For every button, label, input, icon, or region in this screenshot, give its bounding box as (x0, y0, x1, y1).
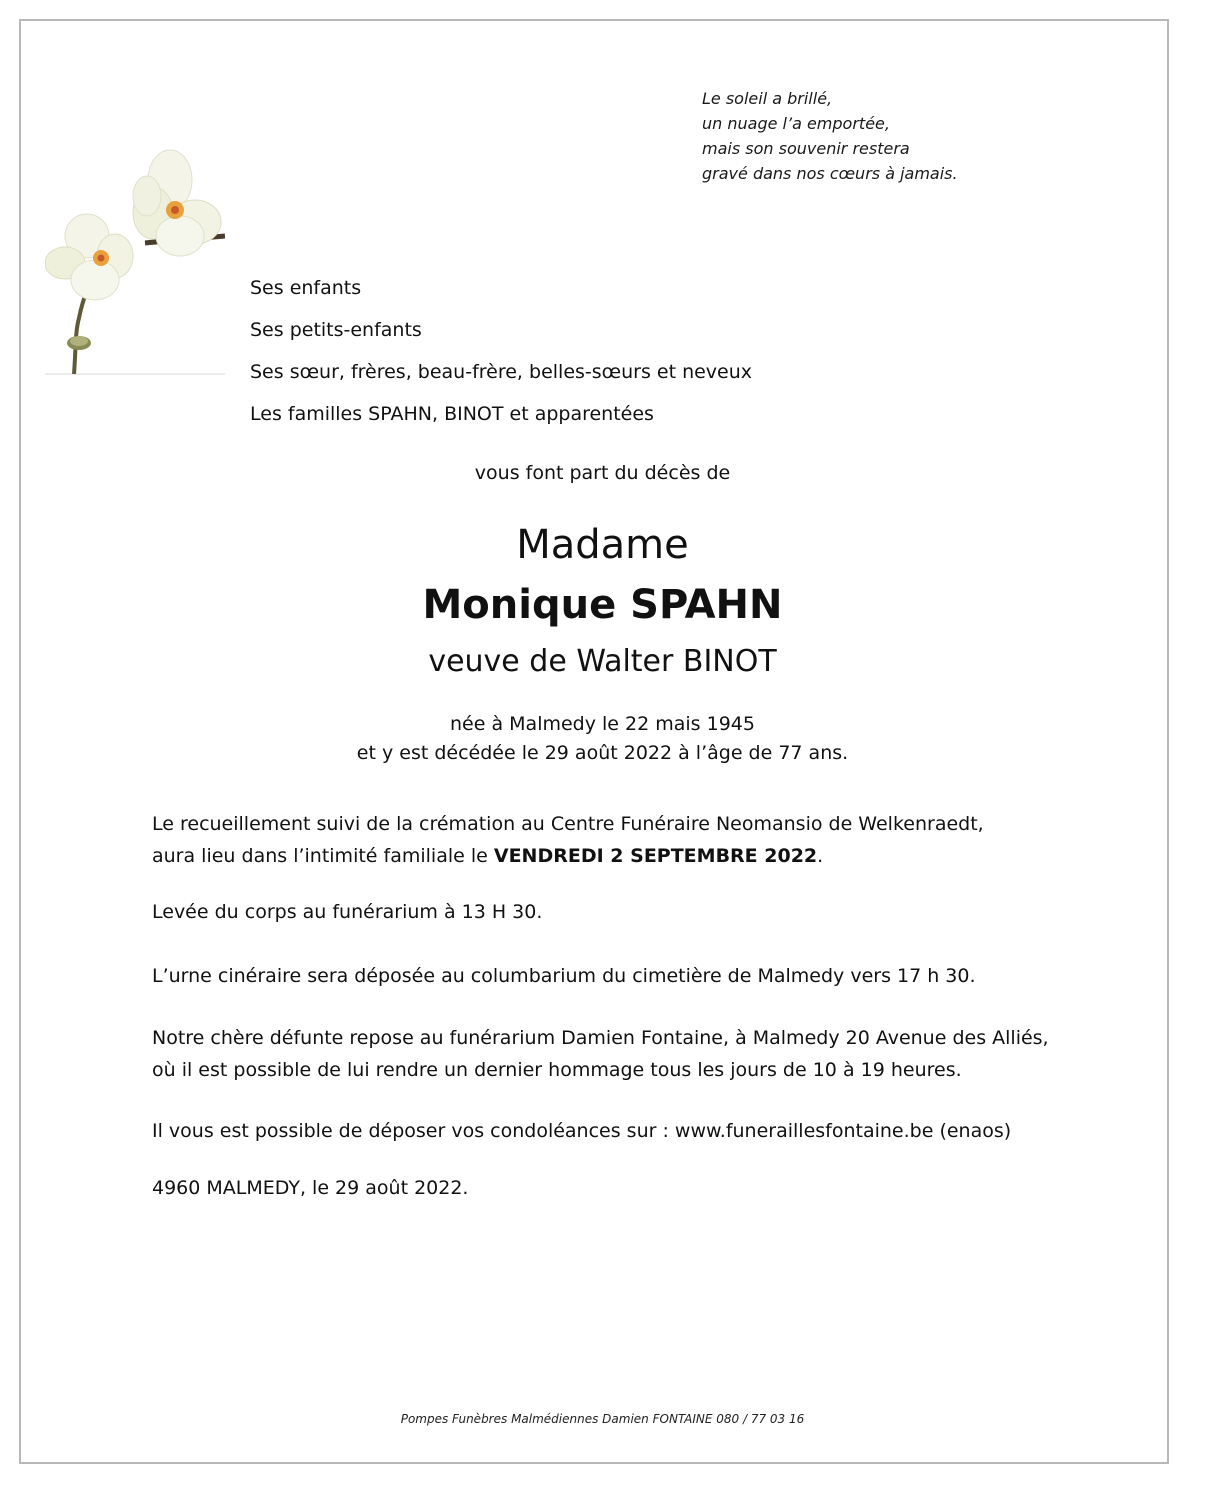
family-line-children: Ses enfants (250, 277, 362, 299)
birth-line: née à Malmedy le 22 mais 1945 (450, 713, 755, 735)
orchid-flower-upper (133, 150, 221, 256)
ceremony-line-2 (152, 840, 984, 872)
death-line: et y est décédée le 29 août 2022 à l’âge de 77 ans. (356, 742, 849, 764)
levee-paragraph: Levée du corps au funérarium à 13 H 30. (152, 901, 543, 923)
poem-line-2: un nuage l’a emportée, (702, 114, 890, 133)
poem (702, 86, 958, 186)
deceased-widow-of: veuve de Walter BINOT (428, 644, 777, 679)
rest-line-2: où il est possible de lui rendre un dernier hommage tous les jours de 10 à 19 heures. (152, 1059, 962, 1081)
family-line-siblings: Ses sœur, frères, beau-frère, belles-sœurs et neveux (250, 361, 753, 383)
family-line-grandchildren: Ses petits-enfants (250, 319, 422, 341)
place-date: 4960 MALMEDY, le 29 août 2022. (152, 1177, 469, 1199)
footer-funeral-home: Pompes Funèbres Malmédiennes Damien FONTAINE 080 / 77 03 16 (400, 1412, 805, 1426)
poem-line-3: mais son souvenir restera (702, 139, 910, 158)
rest-line-1: Notre chère défunte repose au funérarium Damien Fontaine, à Malmedy 20 Avenue des Alliés, (152, 1027, 1049, 1049)
ceremony-paragraph (152, 808, 984, 872)
ceremony-line-2-suffix: . (817, 845, 824, 867)
condolences-paragraph: Il vous est possible de déposer vos condoléances sur : www.funeraillesfontaine.be (enaos) (152, 1120, 1012, 1142)
poem-line-4: gravé dans nos cœurs à jamais. (702, 164, 958, 183)
deceased-name: Monique SPAHN (422, 582, 783, 628)
ceremony-line-2-prefix: aura lieu dans l’intimité familiale le (152, 845, 494, 867)
life-dates (0, 710, 1205, 768)
rest-paragraph (152, 1022, 1049, 1086)
poem-line-1: Le soleil a brillé, (702, 89, 833, 108)
urn-paragraph: L’urne cinéraire sera déposée au columbarium du cimetière de Malmedy vers 17 h 30. (152, 965, 976, 987)
ceremony-date: VENDREDI 2 SEPTEMBRE 2022 (493, 845, 818, 867)
orchid-flower-lower (45, 214, 133, 300)
announcement: vous font part du décès de (474, 462, 731, 484)
orchid-illustration (45, 148, 225, 380)
deceased-title: Madame (516, 522, 689, 568)
family-line-families: Les familles SPAHN, BINOT et apparentées (250, 403, 654, 425)
family-list (250, 276, 752, 444)
ceremony-line-1: Le recueillement suivi de la crémation au Centre Funéraire Neomansio de Welkenraedt, (152, 813, 984, 835)
